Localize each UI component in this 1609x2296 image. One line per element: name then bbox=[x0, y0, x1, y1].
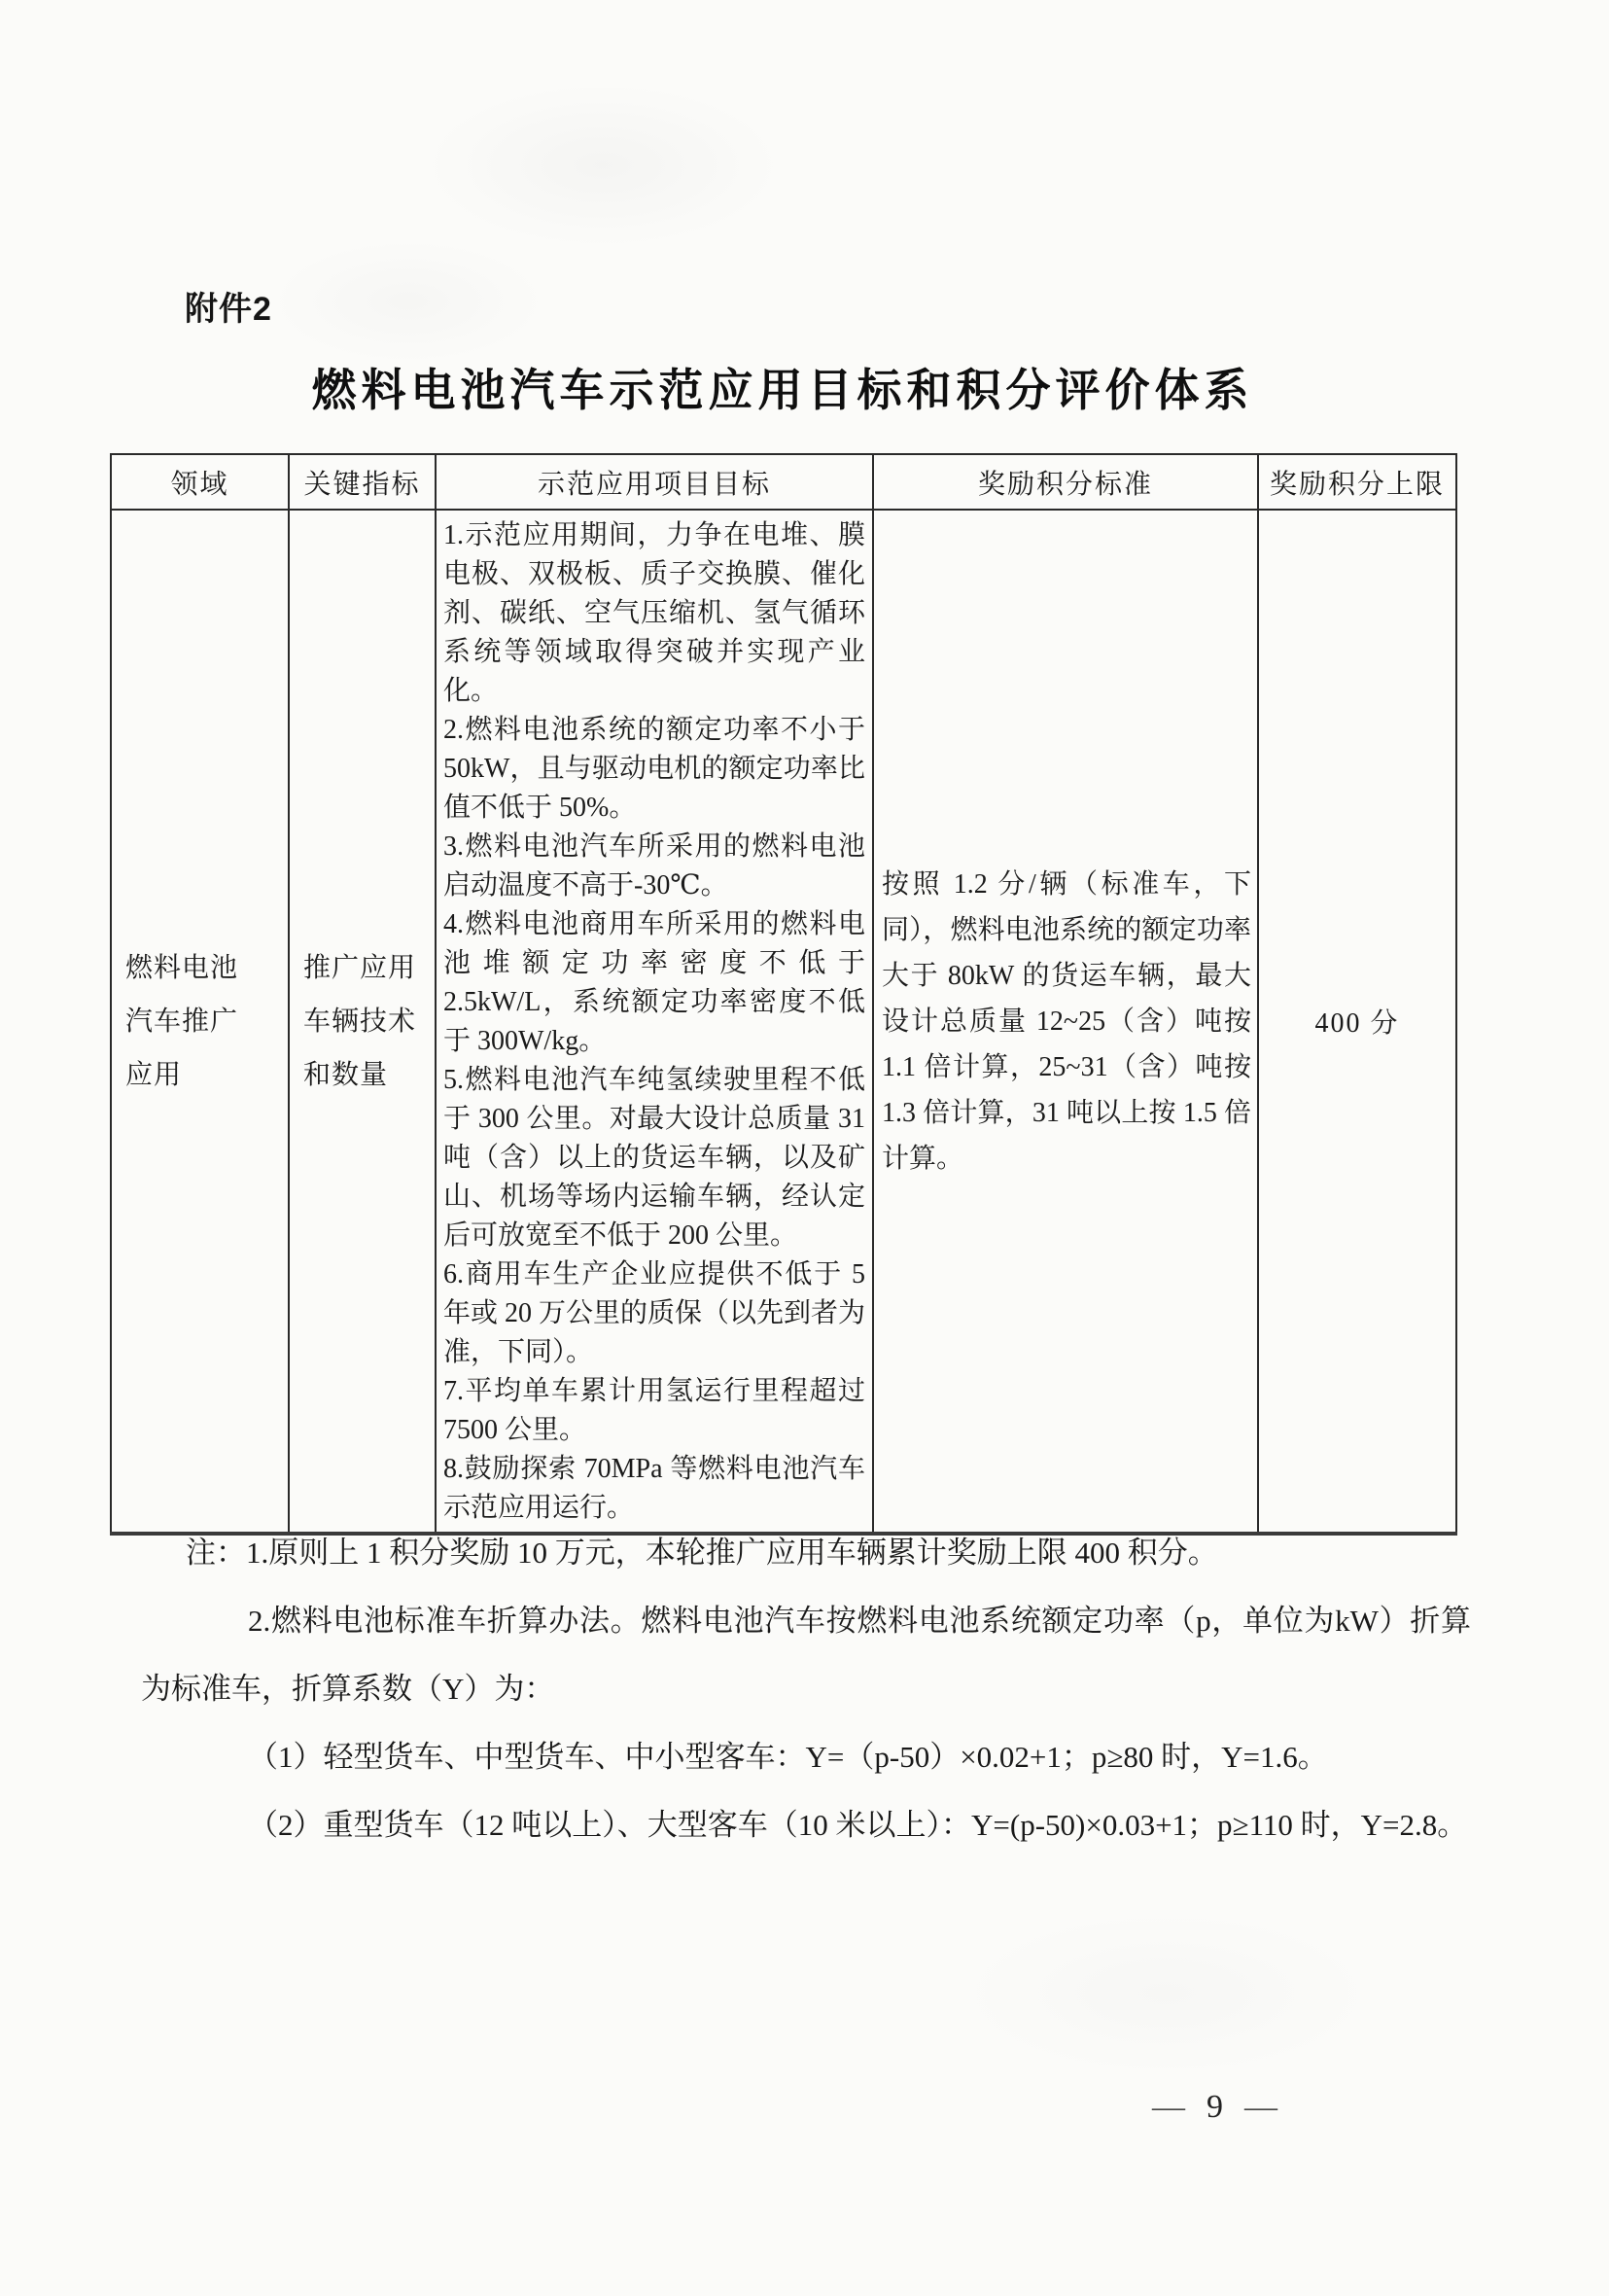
col-header-project-targets: 示范应用项目目标 bbox=[436, 454, 873, 510]
note-4: （2）重型货车（12 吨以上）、大型客车（10 米以上）：Y=(p-50)×0.03+1；p≥110 时，Y=2.8。 bbox=[248, 1808, 1468, 1842]
cell-domain: 燃料电池汽车推广应用 bbox=[111, 510, 289, 1534]
evaluation-table bbox=[110, 453, 1457, 1536]
target-item-1: 1.示范应用期间，力争在电堆、膜电极、双极板、质子交换膜、催化剂、碳纸、空气压缩机、氢气循环系统等领域取得突破并实现产业化。 bbox=[443, 520, 865, 706]
note-2: 2.燃料电池标准车折算办法。燃料电池汽车按燃料电池系统额定功率（p，单位为kW）折算为标准车，折算系数（Y）为： bbox=[141, 1604, 1471, 1706]
cell-key-indicator: 推广应用车辆技术和数量 bbox=[289, 510, 436, 1534]
footer-dash-left: — bbox=[1152, 2089, 1185, 2125]
target-item-4: 4.燃料电池商用车所采用的燃料电池堆额定功率密度不低于 2.5kW/L，系统额定功率密度不低于 300W/kg。 bbox=[443, 909, 865, 1056]
cell-project-targets bbox=[436, 510, 873, 1534]
col-header-reward-cap: 奖励积分上限 bbox=[1258, 454, 1456, 510]
target-item-7: 7.平均单车累计用氢运行里程超过 7500 公里。 bbox=[443, 1376, 865, 1445]
footer-dash-right: — bbox=[1244, 2089, 1277, 2125]
target-item-5: 5.燃料电池汽车纯氢续驶里程不低于 300 公里。对最大设计总质量 31 吨（含）以上的货运车辆，以及矿山、机场等场内运输车辆，经认定后可放宽至不低于 200 公里。 bbox=[443, 1065, 865, 1251]
cell-reward-cap: 400 分 bbox=[1258, 510, 1456, 1534]
page-number: 9 bbox=[1207, 2089, 1223, 2125]
col-header-key-indicator: 关键指标 bbox=[289, 454, 436, 510]
page-title: 燃料电池汽车示范应用目标和积分评价体系 bbox=[311, 366, 1254, 415]
note-1: 注：1.原则上 1 积分奖励 10 万元，本轮推广应用车辆累计奖励上限 400 积分。 bbox=[186, 1536, 1218, 1570]
table-row bbox=[111, 510, 1456, 1534]
page-footer bbox=[1152, 2089, 1277, 2126]
cell-reward-standard bbox=[873, 510, 1258, 1534]
reward-standard-text: 按照 1.2 分/辆（标准车，下同），燃料电池系统的额定功率大于 80kW 的货运车辆，最大设计总质量 12~25（含）吨按 1.1 倍计算，25~31（含）吨按 1.3 倍计算，31 吨以上按 1.5 倍计算。 bbox=[882, 868, 1251, 1174]
target-item-2: 2.燃料电池系统的额定功率不小于50kW，且与驱动电机的额定功率比值不低于 50%。 bbox=[443, 715, 865, 823]
attachment-label: 附件2 bbox=[185, 291, 272, 328]
col-header-domain: 领域 bbox=[111, 454, 289, 510]
target-item-3: 3.燃料电池汽车所采用的燃料电池启动温度不高于-30℃。 bbox=[443, 831, 865, 901]
col-header-reward-standard: 奖励积分标准 bbox=[873, 454, 1258, 510]
target-item-6: 6.商用车生产企业应提供不低于 5 年或 20 万公里的质保（以先到者为准，下同）。 bbox=[443, 1259, 866, 1367]
table-header-row bbox=[111, 454, 1456, 510]
target-item-8: 8.鼓励探索 70MPa 等燃料电池汽车示范应用运行。 bbox=[443, 1454, 865, 1523]
note-3: （1）轻型货车、中型货车、中小型客车：Y=（p-50）×0.02+1；p≥80 时，Y=1.6。 bbox=[248, 1740, 1328, 1774]
notes-section bbox=[141, 1519, 1471, 1859]
